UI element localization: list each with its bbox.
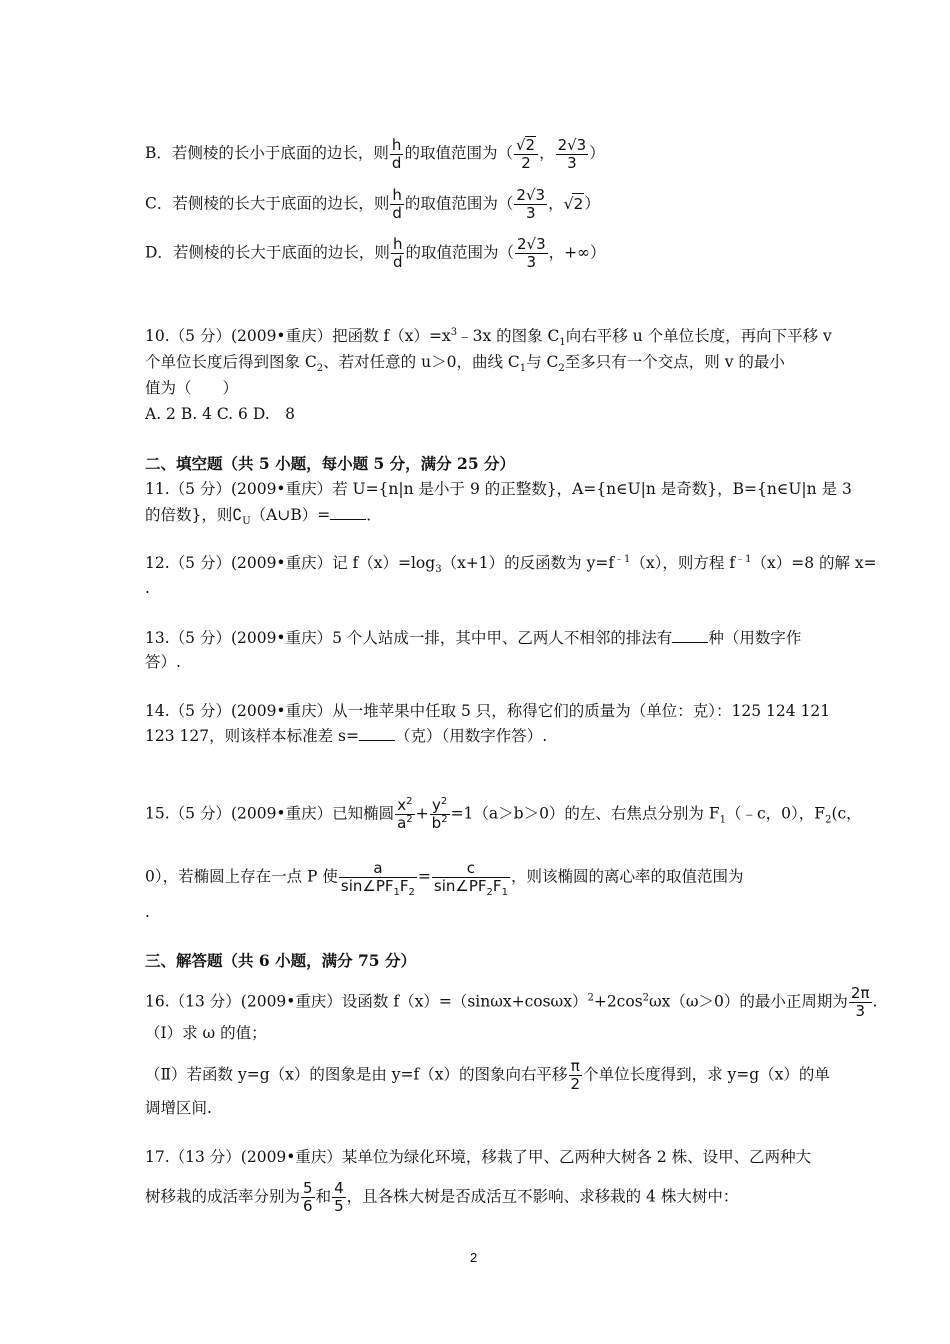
answer-blank	[672, 629, 708, 643]
q15-line1: 15.（5 分）(2009•重庆）已知椭圆 $\frac{x^2}{a^2}$ + $\frac{y^2}{b^2}$ =1（a＞b＞0）的左、右焦点分别为 $F_1(﹣c$，0），$F_2(c$，	[145, 796, 862, 832]
q16-line1: 16.（13 分）(2009•重庆）设函数 $f(x)=(\sin\omega x+\cos\omega x)^2+2\cos^2\omega x(\omega>0)$的最小正周期为 $\frac{2\pi}{3}$ .	[145, 984, 878, 1020]
fraction-c-over-sin-pf2f1: $\frac{c}{\sin\angle PF_2F_1}$	[433, 859, 508, 898]
q13-line1: 13.（5 分）(2009•重庆）5 个人站成一排，其中甲、乙两人不相邻的排法有 种（用数字作	[145, 629, 802, 647]
page-number: 2	[470, 1250, 478, 1265]
fraction-x2-over-a2: $\frac{x^2}{a^2}$	[397, 796, 413, 832]
fraction-h-over-d: $\frac{h}{d}$	[392, 235, 403, 271]
section-fill-in-title: 二、填空题（共 5 小题，每小题 5 分，满分 25 分）	[145, 454, 516, 473]
fraction-h-over-d: $\frac{h}{d}$	[391, 135, 402, 172]
q15-line3: .	[145, 903, 150, 921]
q10-line1: 10.（5 分）(2009•重庆）把函数 $f(x)=x^3﹣3x$ 的图象 $C_1$向右平移 u 个单位长度，再向下平移 v	[145, 326, 832, 349]
q14-line1: 14.（5 分）(2009•重庆）从一堆苹果中任取 5 只，称得它们的质量为（单位：克）：125 124 121	[145, 702, 831, 720]
fraction-2sqrt3-over-3: $\frac{2√3}{3}$	[516, 235, 546, 271]
q15-line2: 0），若椭圆上存在一点 P 使 $\frac{a}{\sin\angle PF_1F_2}$ = $\frac{c}{\sin\angle PF_2F_1}$ ，则该椭圆的离心率的取值范围为	[145, 859, 744, 898]
fraction-2pi-over-3: $\frac{2\pi}{3}$	[850, 984, 870, 1020]
option-c: C．若侧棱的长大于底面的边长，则 $\frac{h}{d}$ 的取值范围为（ $\frac{2√3}{3}$ ，√2）	[145, 186, 600, 222]
q13-line2: 答）.	[145, 653, 181, 671]
fraction-sqrt2-over-2: $\frac{√2}{2}$	[514, 136, 538, 172]
q11-line2: 的倍数}，则$∁_U(A\cup B)=$ ．	[145, 506, 382, 528]
q11-line1: 11.（5 分）(2009•重庆）若 U={n|n 是小于 9 的正整数}，A={n∈U|n 是奇数}，B={n∈U|n 是 3	[145, 480, 852, 498]
fraction-y2-over-b2: $\frac{y^2}{b^2}$	[431, 796, 448, 832]
option-d: D．若侧棱的长大于底面的边长，则 $\frac{h}{d}$ 的取值范围为（ $\frac{2√3}{3}$ ，+∞）	[145, 235, 606, 271]
fraction-h-over-d: $\frac{h}{d}$	[392, 186, 402, 222]
fraction-a-over-sin-pf1f2: $\frac{a}{\sin\angle PF_1F_2}$	[340, 859, 415, 898]
answer-blank	[359, 727, 395, 741]
q17-line1: 17.（13 分）(2009•重庆）某单位为绿化环境，移栽了甲、乙两种大树各 2 株、设甲、乙两种大	[145, 1148, 812, 1166]
section-solve-title: 三、解答题（共 6 小题，满分 75 分）	[145, 951, 416, 970]
fraction-4-over-5: $\frac{4}{5}$	[334, 1179, 344, 1215]
q10-line2: 个单位长度后得到图象 $C_2$、若对任意的 u＞0，曲线 $C_1$与 $C_2$至多只有一个交点，则 v 的最小	[145, 353, 785, 375]
q14-line2: 123 127，则该样本标准差 s= （克）（用数字作答）.	[145, 727, 548, 745]
q10-line3: 值为（ ）	[145, 379, 239, 397]
q10-options: A. 2 B. 4 C. 6 D. 8	[145, 405, 295, 423]
fraction-pi-over-2: $\frac{\pi}{2}$	[570, 1057, 581, 1093]
fraction-2sqrt3-over-3: $\frac{2√3}{3}$	[516, 186, 546, 222]
q16-line4: 调增区间.	[145, 1099, 212, 1117]
fraction-2sqrt3-over-3: $\frac{2√3}{3}$	[557, 135, 587, 172]
fraction-5-over-6: $\frac{5}{6}$	[303, 1179, 313, 1215]
q12-line2: .	[145, 579, 150, 597]
q16-line2: （Ⅰ）求 ω 的值；	[145, 1024, 267, 1042]
q12-line1: 12.（5 分）(2009•重庆）记 $f(x)=\log_3(x+1)$的反函数为 $y=f^{﹣1}(x)$，则方程 $f^{﹣1}(x)=8$ 的解 x=	[145, 553, 877, 576]
q17-line2: 树移栽的成活率分别为 $\frac{5}{6}$ 和 $\frac{4}{5}$ ，且各株大树是否成活互不影响、求移栽的 4 株大树中：	[145, 1179, 739, 1215]
option-b: B．若侧棱的长小于底面的边长，则 $\frac{h}{d}$ 的取值范围为（ $\frac{√2}{2}$ ， $\frac{2√3}{3}$ ）	[145, 135, 605, 172]
sqrt-2: √2	[563, 194, 584, 213]
answer-blank	[330, 506, 366, 520]
q16-line3: （Ⅱ）若函数 y=g（x）的图象是由 y=f（x）的图象向右平移 $\frac{\pi}{2}$ 个单位长度得到，求 y=g（x）的单	[145, 1057, 830, 1093]
